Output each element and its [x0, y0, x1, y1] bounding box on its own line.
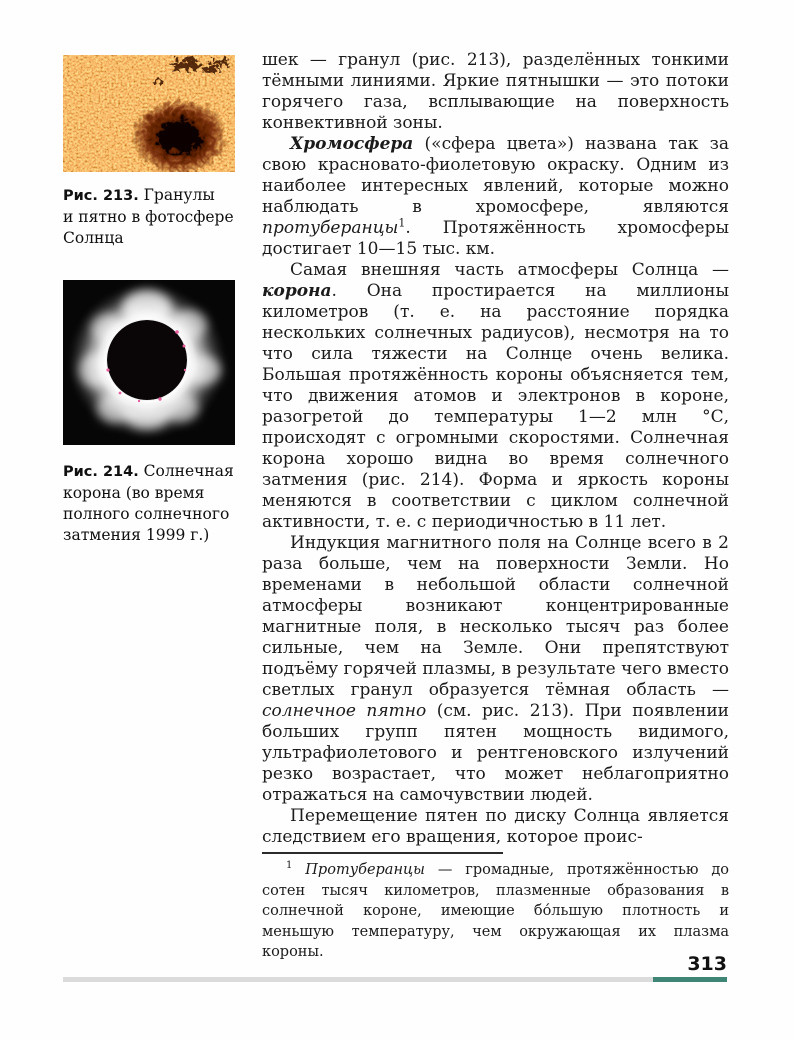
- paragraph-sunspot-motion: Перемещение пятен по диску Солнца является следствием его вращения, которое проис-: [262, 806, 729, 847]
- body-text: [262, 50, 729, 848]
- moon-disk: [107, 320, 187, 400]
- sunspot: [127, 95, 223, 171]
- footnote-text: $^1$ Протуберанцы — громадные, протяжённостью до сотен тысяч километров, плазменные образования в солнечной короне, имеющие бо́льшую плотность и меньшую температуру, чем окружающая их плазма короны.: [262, 860, 730, 960]
- footnote: [262, 860, 729, 963]
- figure-213-photo: [63, 55, 235, 172]
- paragraph-granules: шек — гранул (рис. 213), разделённых тонкими тёмными линиями. Яркие пятнышки — это потоки горячего газа, всплывающие на поверхность конвективной зоны.: [262, 50, 729, 133]
- page-number: 313: [687, 953, 727, 975]
- paragraph-corona: Самая внешняя часть атмосферы Солнца — корона. Она простирается на миллионы километров (т. е. на расстояние порядка нескольких солнечных радиусов), несмотря на то что сила тяжести на Солнце очень велика. Большая протяжённость короны объясняется тем, что движения атомов и электронов в короне, разогретой до температуры 1—2 млн °С, происходят с огромными скоростями. Солнечная корона хорошо видна во время солнечного затмения (рис. 214). Форма и яркость короны меняются в соответствии с циклом солнечной активности, т. е. с периодичностью в 11 лет.: [262, 260, 729, 532]
- figure-214-caption: Рис. 214. Солнечная корона (во время полного солнечного затмения 1999 г.): [63, 462, 234, 544]
- solar-corona-image: [63, 280, 235, 445]
- footer-rule-accent: [653, 977, 727, 982]
- figure-213-caption: Рис. 213. Гранулы и пятно в фотосфере Солнца: [63, 186, 234, 247]
- paragraph-magnetic-field: Индукция магнитного поля на Солнце всего в 2 раза больше, чем на поверхности Земли. Но временами в небольшой области солнечной атмосферы возникают концентрированные магнитные поля, в несколько тысяч раз более сильные, чем на Земле. Они препятствуют подъёму горячей плазмы, в результате чего вместо светлых гранул образуется тёмная область — солнечное пятно (см. рис. 213). При появлении больших групп пятен мощность видимого, ультрафиолетового и рентгеновского излучений резко возрастает, что может неблагоприятно отражаться на самочувствии людей.: [262, 533, 729, 805]
- footer-rule: [63, 977, 653, 982]
- footnote-separator: [262, 852, 503, 854]
- figure-214-photo: [63, 280, 235, 445]
- granules-sunspot-image: [63, 55, 235, 172]
- paragraph-chromosphere: Хромосфера («сфера цвета») названа так за свою красновато-фиолетовую окраску. Одним из наиболее интересных явлений, которые можно наблюдать в хромосфере, являются протуберанцы$^1$. Протяжённость хромосферы достигает 10—15 тыс. км.: [262, 134, 729, 259]
